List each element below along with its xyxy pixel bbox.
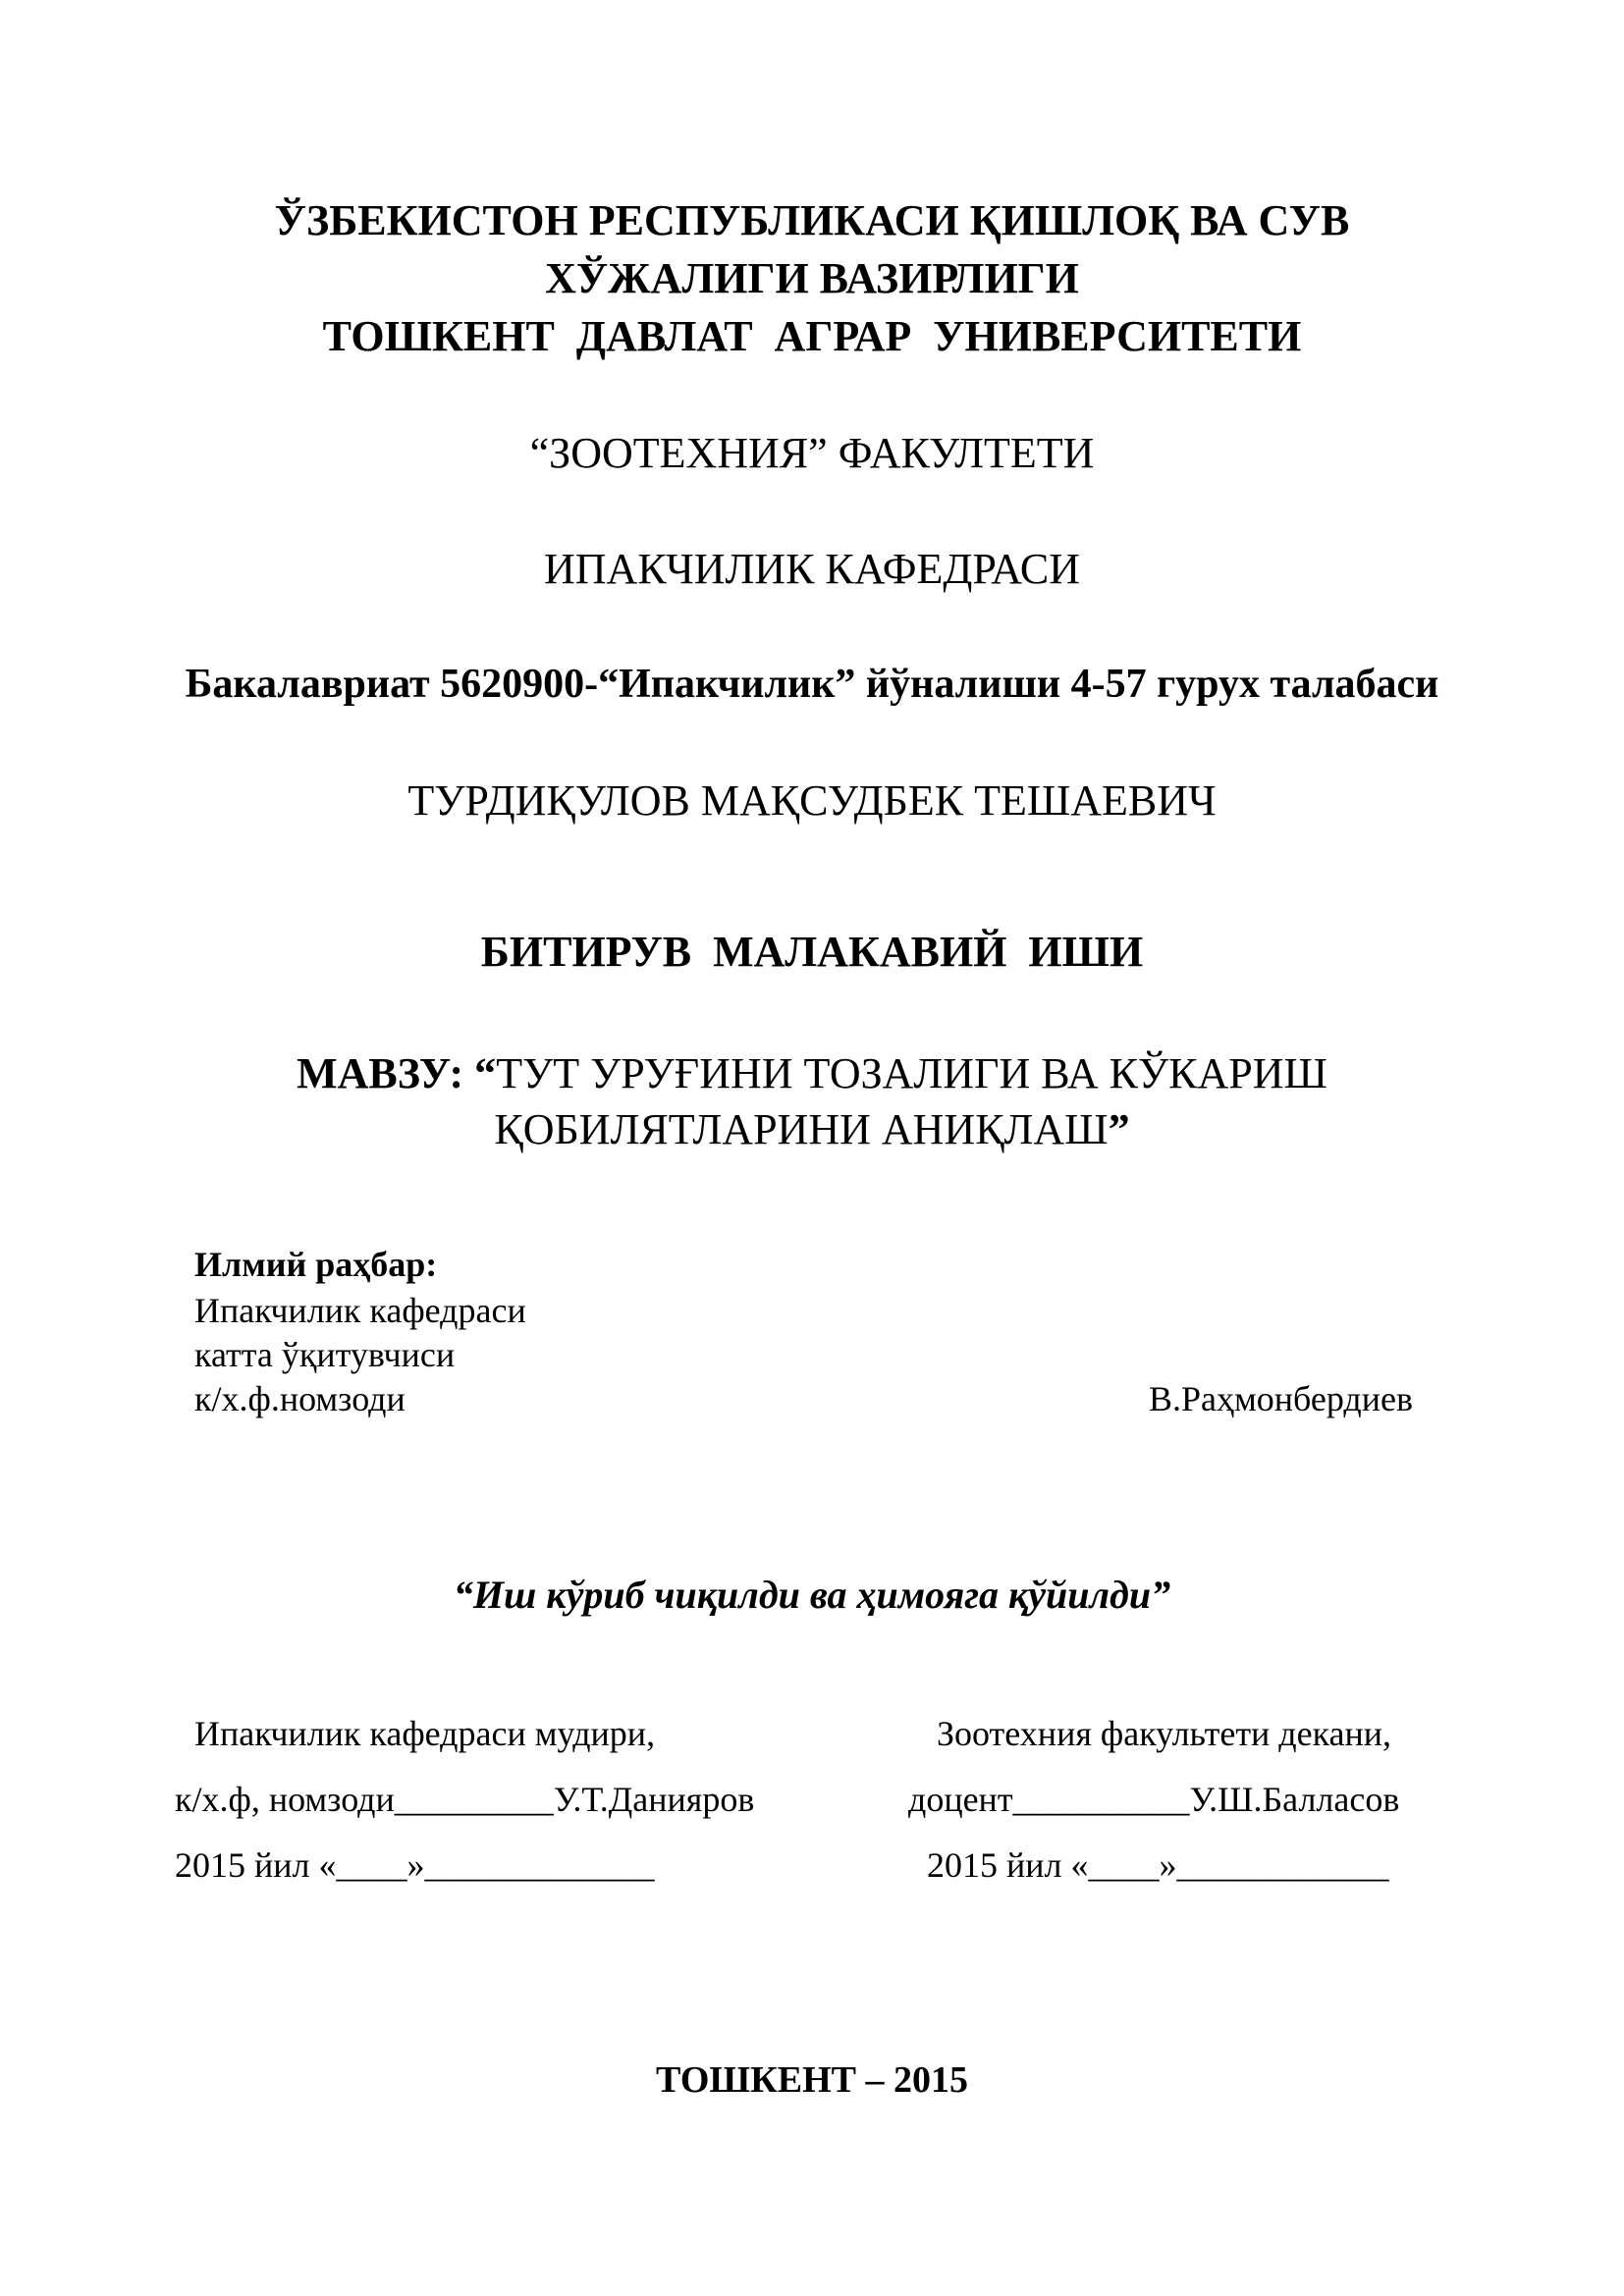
ministry-title-line-2: ХЎЖАЛИГИ ВАЗИРЛИГИ xyxy=(545,254,1079,302)
topic-line-2 xyxy=(0,1105,1624,1153)
supervisor-department: Ипакчилик кафедраси xyxy=(194,1291,526,1330)
supervisor-degree: к/х.ф.номзоди xyxy=(194,1379,406,1418)
student-name: ТУРДИҚУЛОВ МАҚСУДБЕК ТЕШАЕВИЧ xyxy=(407,776,1217,825)
topic-text-1: ТУТ УРУҒИНИ ТОЗАЛИГИ ВА КЎКАРИШ xyxy=(496,1049,1327,1097)
work-type-heading: БИТИРУВ МАЛАКАВИЙ ИШИ xyxy=(480,928,1144,976)
supervisor-name: В.Раҳмонбердиев xyxy=(1149,1379,1413,1418)
topic-label: МАВЗУ: “ xyxy=(297,1049,497,1097)
city-year-footer: ТОШКЕНТ – 2015 xyxy=(656,2059,968,2101)
left-date-line: 2015 йил «____»_____________ xyxy=(175,1845,655,1885)
university-title: ТОШКЕНТ ДАВЛАТ АГРАР УНИВЕРСИТЕТИ xyxy=(322,312,1302,360)
topic-closing-quote: ” xyxy=(1108,1105,1130,1153)
right-signature-line: доцент__________У.Ш.Балласов xyxy=(908,1780,1400,1819)
left-signatory-title: Ипакчилик кафедраси мудири, xyxy=(194,1714,656,1753)
left-signature-line: к/х.ф, номзоди_________У.Т.Данияров xyxy=(175,1780,755,1819)
review-statement: “Иш кўриб чиқилди ва ҳимояга қўйилди” xyxy=(453,1573,1171,1617)
faculty-name: “ЗООТЕХНИЯ” ФАКУЛТЕТИ xyxy=(529,429,1095,477)
topic-text-2: ҚОБИЛЯТЛАРИНИ АНИҚЛАШ xyxy=(494,1105,1109,1153)
ministry-title-line-1: ЎЗБЕКИСТОН РЕСПУБЛИКАСИ ҚИШЛОҚ ВА СУВ xyxy=(274,196,1350,244)
supervisor-label: Илмий раҳбар: xyxy=(194,1245,438,1284)
student-program-line: Бакалавриат 5620900-“Ипакчилик” йўналиши 4-57 гурух талабаси xyxy=(185,662,1439,707)
right-signatory-title: Зоотехния факультети декани, xyxy=(937,1714,1392,1753)
department-name: ИПАКЧИЛИК КАФЕДРАСИ xyxy=(544,545,1080,593)
supervisor-position: катта ўқитувчиси xyxy=(194,1335,456,1374)
right-date-line: 2015 йил «____»____________ xyxy=(927,1845,1389,1885)
topic-line-1 xyxy=(0,1049,1624,1097)
